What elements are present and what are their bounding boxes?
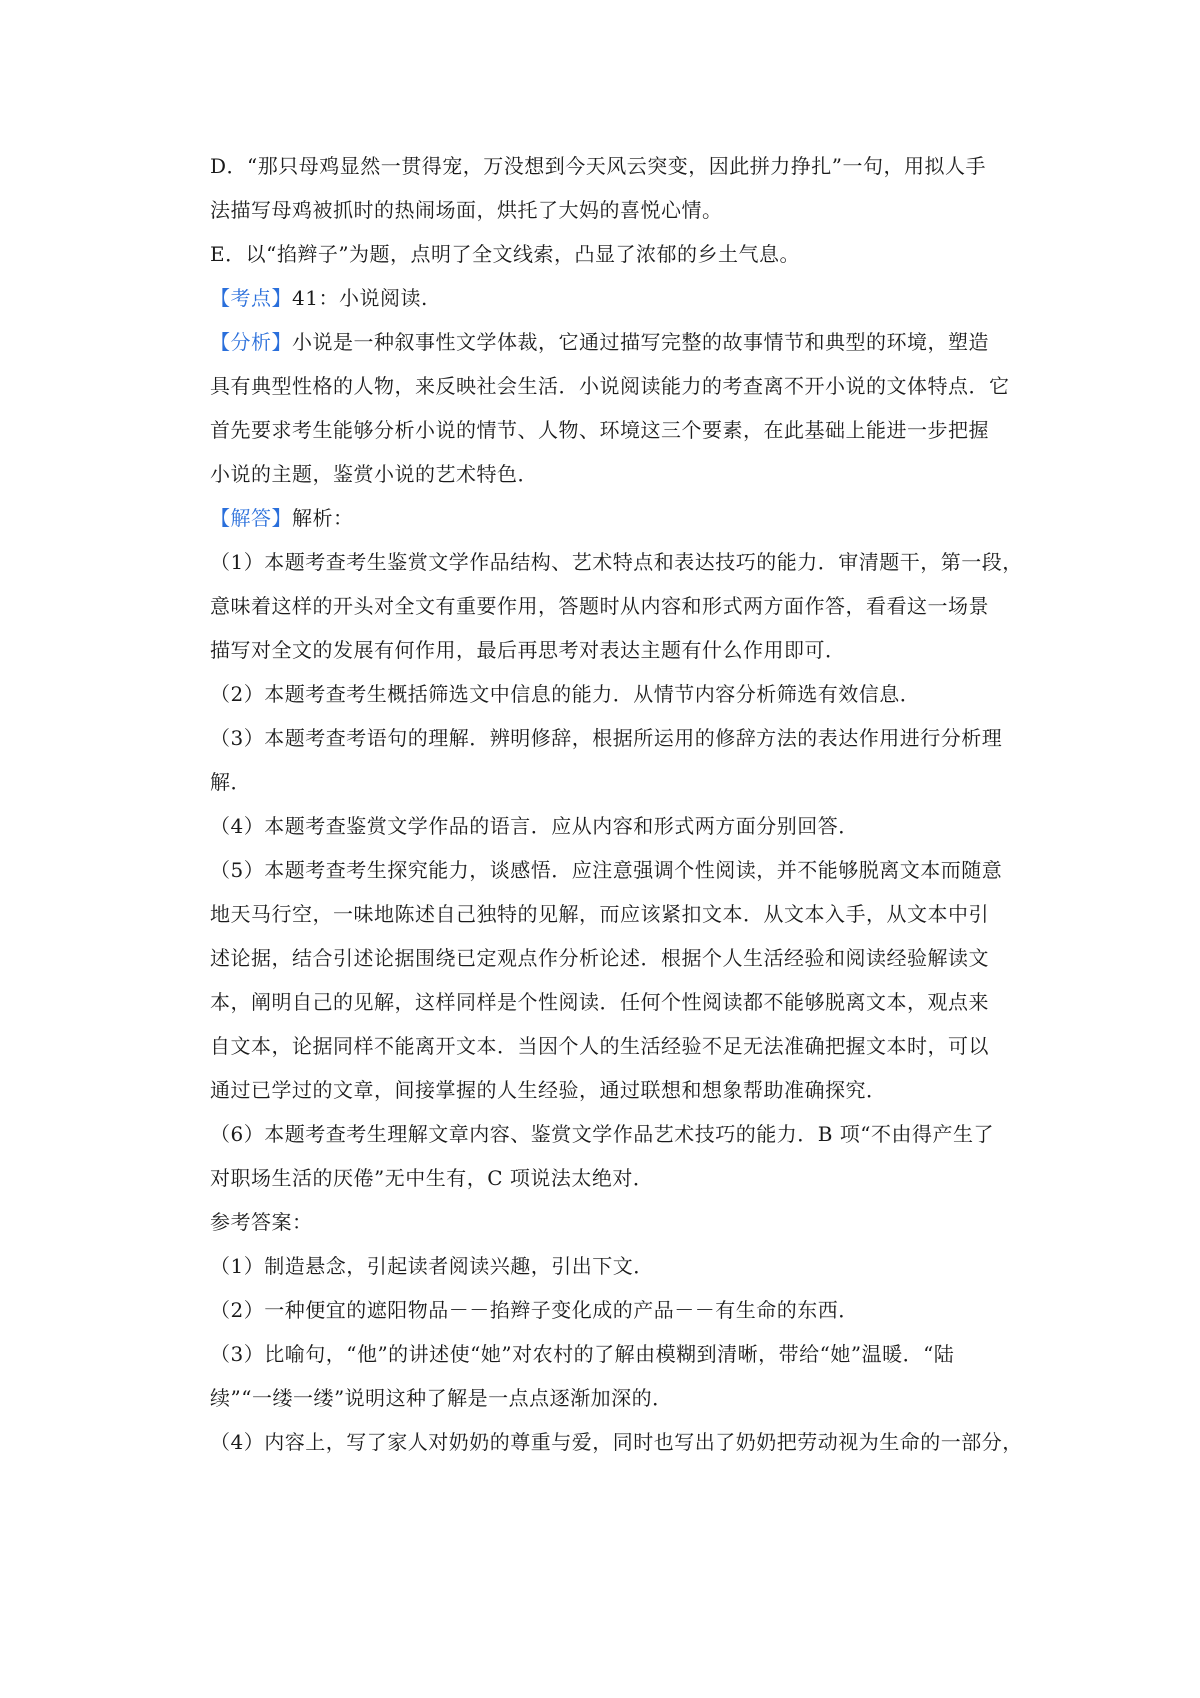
answer-3-line-1: （3）比喻句，“他”的讲述使“她”对农村的了解由模糊到清晰，带给“她”温暖．“陆 (210, 1342, 955, 1366)
analysis-5-line-3: 述论据，结合引述论据围绕已定观点作分析论述．根据个人生活经验和阅读经验解读文 (210, 946, 989, 970)
option-e-line: E．以“掐辫子”为题，点明了全文线索，凸显了浓郁的乡土气息。 (210, 242, 801, 266)
option-d-line-2: 法描写母鸡被抓时的热闹场面，烘托了大妈的喜悦心情。 (210, 198, 723, 222)
answer-heading: 参考答案： (210, 1210, 313, 1234)
jieda-text: 解析： (292, 506, 354, 530)
fenxi-line-2: 具有典型性格的人物，来反映社会生活．小说阅读能力的考查离不开小说的文体特点．它 (210, 374, 1010, 398)
analysis-5-line-1: （5）本题考查考生探究能力，谈感悟．应注意强调个性阅读，并不能够脱离文本而随意 (210, 858, 1003, 882)
jieda-tag: 【解答】 (210, 506, 292, 530)
analysis-5-line-4: 本，阐明自己的见解，这样同样是个性阅读．任何个性阅读都不能够脱离文本，观点来 (210, 990, 989, 1014)
fenxi-text: 小说是一种叙事性文学体裁，它通过描写完整的故事情节和典型的环境，塑造 (292, 330, 989, 354)
fenxi-line-3: 首先要求考生能够分析小说的情节、人物、环境这三个要素，在此基础上能进一步把握 (210, 418, 989, 442)
analysis-2-line: （2）本题考查考生概括筛选文中信息的能力．从情节内容分析筛选有效信息． (210, 682, 921, 706)
analysis-1-line-1: （1）本题考查考生鉴赏文学作品结构、艺术特点和表达技巧的能力．审清题干，第一段， (210, 550, 1023, 574)
jieda-line (210, 502, 354, 534)
answer-3-line-2: 续”“一缕一缕”说明这种了解是一点点逐渐加深的． (210, 1386, 673, 1410)
answer-4-line-1: （4）内容上，写了家人对奶奶的尊重与爱，同时也写出了奶奶把劳动视为生命的一部分， (210, 1430, 1023, 1454)
fenxi-line (210, 326, 989, 358)
fenxi-line-4: 小说的主题，鉴赏小说的艺术特色． (210, 462, 538, 486)
option-d-line-1: D．“那只母鸡显然一贯得宠，万没想到今天风云突变，因此拼力挣扎”一句，用拟人手 (210, 154, 986, 178)
analysis-6-line-2: 对职场生活的厌倦”无中生有，C 项说法太绝对． (210, 1166, 654, 1190)
analysis-1-line-2: 意味着这样的开头对全文有重要作用，答题时从内容和形式两方面作答，看看这一场景 (210, 594, 989, 618)
analysis-3-line-1: （3）本题考查考语句的理解．辨明修辞，根据所运用的修辞方法的表达作用进行分析理 (210, 726, 1003, 750)
answer-2-line: （2）一种便宜的遮阳物品－－掐辫子变化成的产品－－有生命的东西． (210, 1298, 859, 1322)
kaodian-text: 41：小说阅读. (292, 286, 428, 310)
fenxi-tag: 【分析】 (210, 330, 292, 354)
kaodian-line (210, 282, 428, 314)
analysis-5-line-2: 地天马行空，一味地陈述自己独特的见解，而应该紧扣文本．从文本入手，从文本中引 (210, 902, 989, 926)
analysis-5-line-5: 自文本，论据同样不能离开文本．当因个人的生活经验不足无法准确把握文本时，可以 (210, 1034, 989, 1058)
analysis-3-line-2: 解． (210, 770, 251, 794)
kaodian-tag: 【考点】 (210, 286, 292, 310)
answer-1-line: （1）制造悬念，引起读者阅读兴趣，引出下文． (210, 1254, 654, 1278)
analysis-5-line-6: 通过已学过的文章，间接掌握的人生经验，通过联想和想象帮助准确探究． (210, 1078, 887, 1102)
analysis-4-line: （4）本题考查鉴赏文学作品的语言．应从内容和形式两方面分别回答． (210, 814, 859, 838)
analysis-6-line-1: （6）本题考查考生理解文章内容、鉴赏文学作品艺术技巧的能力．B 项“不由得产生了 (210, 1122, 995, 1146)
analysis-1-line-3: 描写对全文的发展有何作用，最后再思考对表达主题有什么作用即可． (210, 638, 846, 662)
